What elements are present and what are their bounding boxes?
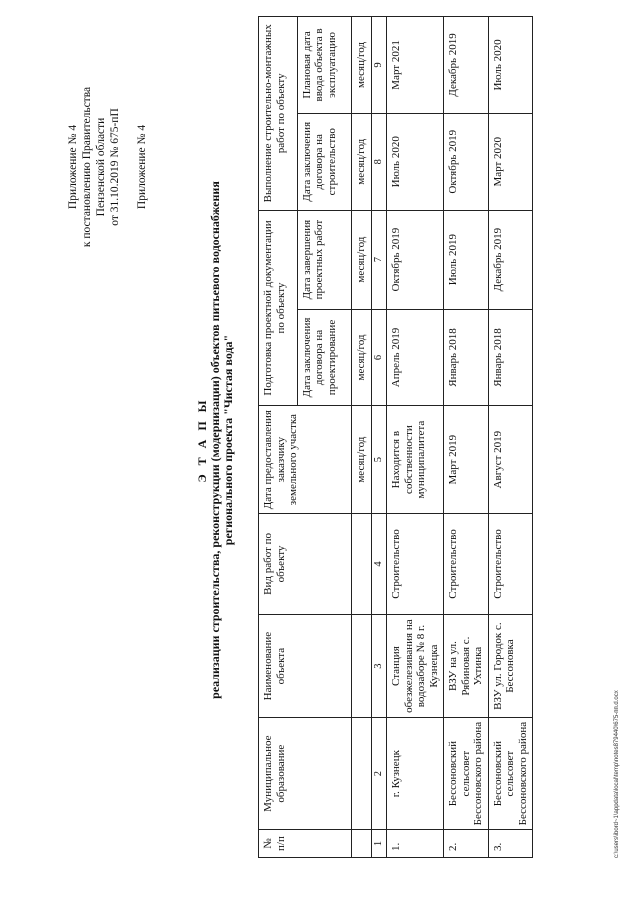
header-design-contract: Дата заключения договора на проектирование xyxy=(297,309,351,406)
appendix-line-4: от 31.10.2019 № 675-пП xyxy=(109,108,121,226)
row-object-name: ВЗУ на ул. Рябиновая с. Ухтинка xyxy=(444,614,489,717)
row-commissioning: Март 2021 xyxy=(387,17,444,114)
header-design: Подготовка проектной документации по объекту xyxy=(259,210,298,406)
row-commissioning: Июль 2020 xyxy=(488,17,533,114)
row-construction-contract: Октябрь 2019 xyxy=(444,113,489,210)
units-cell-7: месяц/год xyxy=(352,210,372,309)
units-cell-9: месяц/год xyxy=(352,17,372,114)
table-row xyxy=(444,17,489,858)
row-num: 2. xyxy=(444,830,489,858)
units-row xyxy=(352,17,372,858)
row-work-type: Строительство xyxy=(387,513,444,614)
row-design-contract: Январь 2018 xyxy=(444,309,489,406)
units-cell-2 xyxy=(352,718,372,830)
row-design-end: Октябрь 2019 xyxy=(387,210,444,309)
appendix-block xyxy=(66,52,149,282)
row-land-date: Находится в собственности муниципалитета xyxy=(387,406,444,514)
col-number-1: 1 xyxy=(371,830,387,858)
table-row xyxy=(488,17,533,858)
row-construction-contract: Июль 2020 xyxy=(387,113,444,210)
row-land-date: Март 2019 xyxy=(444,406,489,514)
header-municipality: Муниципальное образование xyxy=(259,718,352,830)
row-num: 3. xyxy=(488,830,533,858)
units-cell-6: месяц/год xyxy=(352,309,372,406)
document-title xyxy=(196,60,235,820)
col-number-8: 8 xyxy=(371,113,387,210)
header-land-date: Дата предоставления заказчику земельного участка xyxy=(259,406,352,514)
row-object-name: Станция обезжелезивания на водозаборе № 8 г. Кузнецка xyxy=(387,614,444,717)
col-number-9: 9 xyxy=(371,17,387,114)
row-design-end: Июль 2019 xyxy=(444,210,489,309)
row-construction-contract: Март 2020 xyxy=(488,113,533,210)
row-num: 1. xyxy=(387,830,444,858)
header-row-1 xyxy=(259,17,298,858)
appendix-line-5: Приложение № 4 xyxy=(136,124,148,210)
title-line-2: реализации строительства, реконструкции (модернизации) объектов питьевого водоснабжения xyxy=(208,181,222,699)
row-municipality: г. Кузнецк xyxy=(387,718,444,830)
file-path-footer: c:\users\ibord~1\appdata\local\temp\notes879440\675-пп.d.ocx xyxy=(614,690,620,858)
header-object-name: Наименование объекта xyxy=(259,614,352,717)
row-design-contract: Январь 2018 xyxy=(488,309,533,406)
table-row xyxy=(387,17,444,858)
appendix-line-3: Пензенской области xyxy=(95,117,107,217)
row-commissioning: Декабрь 2019 xyxy=(444,17,489,114)
title-line-3: регионального проекта "Чистая вода" xyxy=(221,334,235,546)
row-design-contract: Апрель 2019 xyxy=(387,309,444,406)
units-cell-8: месяц/год xyxy=(352,113,372,210)
appendix-line-1: Приложение № 4 xyxy=(67,124,79,210)
col-number-7: 7 xyxy=(371,210,387,309)
column-number-row xyxy=(371,17,387,858)
row-object-name: ВЗУ ул. Городок с. Бессоновка xyxy=(488,614,533,717)
col-number-2: 2 xyxy=(371,718,387,830)
units-cell-1 xyxy=(352,830,372,858)
header-commissioning: Плановая дата ввода объекта в эксплуатацию xyxy=(297,17,351,114)
units-cell-4 xyxy=(352,513,372,614)
header-construction-contract: Дата заключения договора на строительство xyxy=(297,113,351,210)
col-number-3: 3 xyxy=(371,614,387,717)
row-municipality: Бессоновский сельсовет Бессоновского района xyxy=(488,718,533,830)
units-cell-3 xyxy=(352,614,372,717)
header-design-end: Дата завершения проектных работ xyxy=(297,210,351,309)
title-line-1: Э Т А П Ы xyxy=(195,397,209,483)
row-design-end: Декабрь 2019 xyxy=(488,210,533,309)
row-municipality: Бессоновский сельсовет Бессоновского района xyxy=(444,718,489,830)
row-work-type: Строительство xyxy=(444,513,489,614)
header-construction: Выполнение строительно-монтажных работ по объекту xyxy=(259,17,298,211)
header-work-type: Вид работ по объекту xyxy=(259,513,352,614)
row-work-type: Строительство xyxy=(488,513,533,614)
appendix-line-2: к постановлению Правительства xyxy=(81,86,93,248)
row-land-date: Август 2019 xyxy=(488,406,533,514)
col-number-5: 5 xyxy=(371,406,387,514)
col-number-6: 6 xyxy=(371,309,387,406)
units-cell-5: месяц/год xyxy=(352,406,372,514)
header-num: № п/п xyxy=(259,830,352,858)
stages-table xyxy=(258,16,533,858)
col-number-4: 4 xyxy=(371,513,387,614)
